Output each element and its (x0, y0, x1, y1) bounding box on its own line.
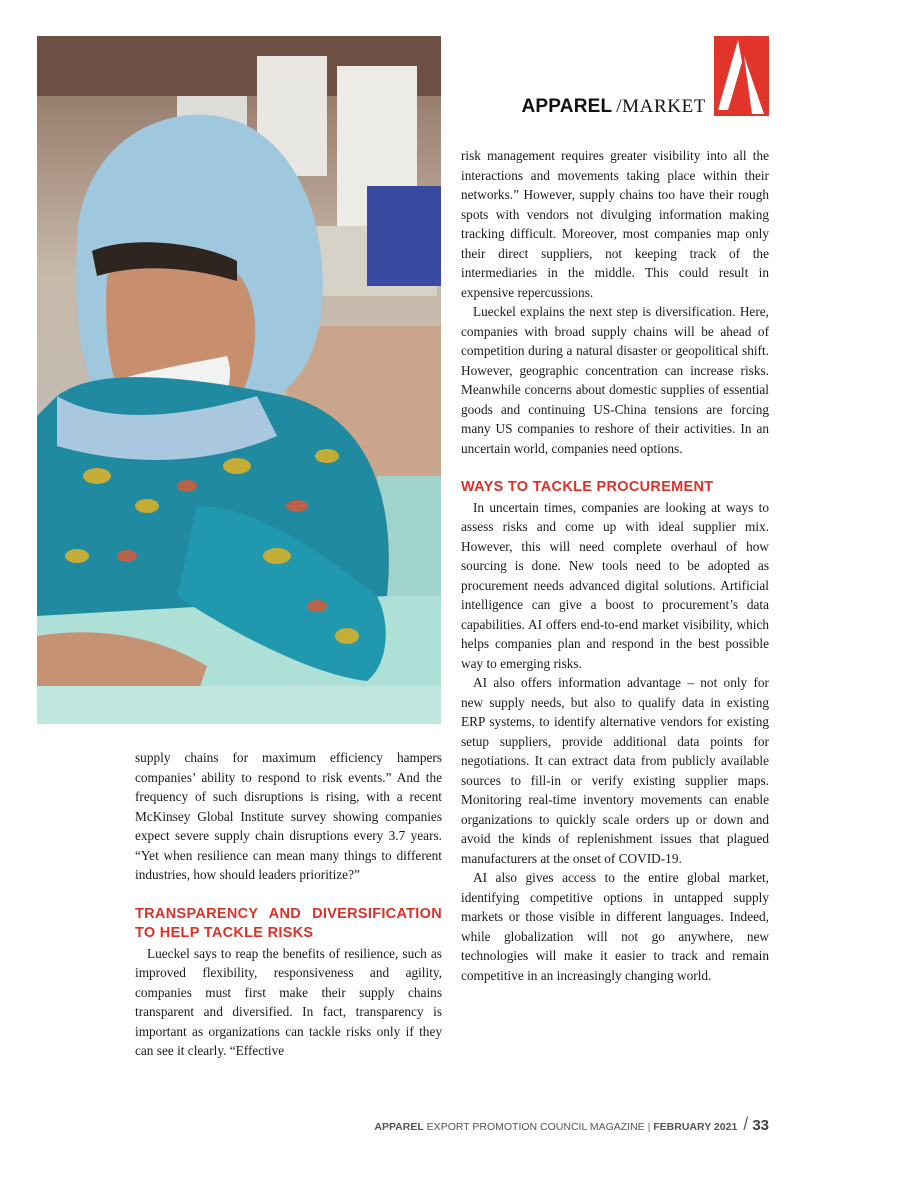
paragraph: AI also offers information advantage – not only for new supply needs, but also to qualify data in existing ERP systems, to identify alternative vendors for existing setup suppliers, provide additional data points for negotiations. It can extract data from publicly available sources to fill-in or verify existing supplier maps. Monitoring real-time inventory movements can enable organizations to quickly scale orders up or down and avoid the kinds of replenishment issues that plagued manufacturers at the onset of COVID-19. (461, 675, 769, 866)
footer-issue: FEBRUARY 2021 (650, 1121, 738, 1133)
section-label (522, 95, 706, 120)
paragraph: risk management requires greater visibility into all the interactions and movements taking place within their networks.” However, supply chains too have their rough spots with vendors not divulging information making tracking difficult. Moreover, most companies map only their direct suppliers, not keeping track of the intermediaries in the middle. This could result in expensive repercussions. (461, 148, 769, 300)
section-heading: TRANSPARENCY AND DIVERSIFICATION TO HELP TACKLE RISKS (135, 905, 442, 941)
paragraph: In uncertain times, companies are looking at ways to assess risks and come up with ideal supplier mix. However, this will need complete overhaul of how sourcing is done. New tools need to be adopted as procurement needs advanced digital solutions. Artificial intelligence can give a boost to procurement’s data capabilities. AI offers end-to-end market visibility, which helps companies plan and respond in the best possible way to emerging risks. (461, 499, 769, 671)
footer-separator: | (647, 1121, 651, 1133)
section-label-bold: APPAREL (521, 96, 613, 117)
paragraph: Lueckel says to reap the benefits of resilience, such as improved flexibility, responsiveness and agility, companies must first make their supply chains transparent and diversified. In fact, transparency is important as organizations can tackle risks only if they can see it clearly. “Effective (135, 945, 442, 1058)
paragraph: supply chains for maximum efficiency hampers companies’ ability to respond to risk events.” And the frequency of such disruptions is rising, with a recent McKinsey Global Institute survey showing companies expect severe supply chain disruptions every 3.7 years. “Yet when resilience can mean many things to different industries, how should leaders prioritize?” (135, 750, 442, 882)
paragraph: AI also gives access to the entire global market, identifying competitive options in untapped supply markets or those visible in different languages. Indeed, while globalization will not go anywhere, new technologies will make it easier to track and remain competitive in an increasingly changing world. (461, 870, 769, 983)
paragraph: Lueckel explains the next step is diversification. Here, companies with broad supply chains will be ahead of competition during a natural disaster or geopolitical shift. However, geographic concentration can increase risks. Meanwhile concerns about domestic supplies of essential goods and continuing US-China tensions are forcing many US companies to reshore of their activities. In an uncertain world, companies need options. (461, 304, 769, 456)
footer-publication: EXPORT PROMOTION COUNCIL MAGAZINE (423, 1121, 648, 1133)
footer-slash: / (743, 1114, 749, 1134)
right-column (461, 146, 769, 985)
section-heading: WAYS TO TACKLE PROCUREMENT (461, 479, 714, 495)
garment-worker-photo (37, 36, 441, 724)
section-label-light: /MARKET (616, 96, 706, 117)
page-number: 33 (752, 1117, 769, 1134)
magazine-logo-icon (714, 36, 769, 116)
page-footer (374, 1114, 769, 1137)
footer-brand: APPAREL (374, 1121, 424, 1133)
left-column (135, 748, 442, 1061)
